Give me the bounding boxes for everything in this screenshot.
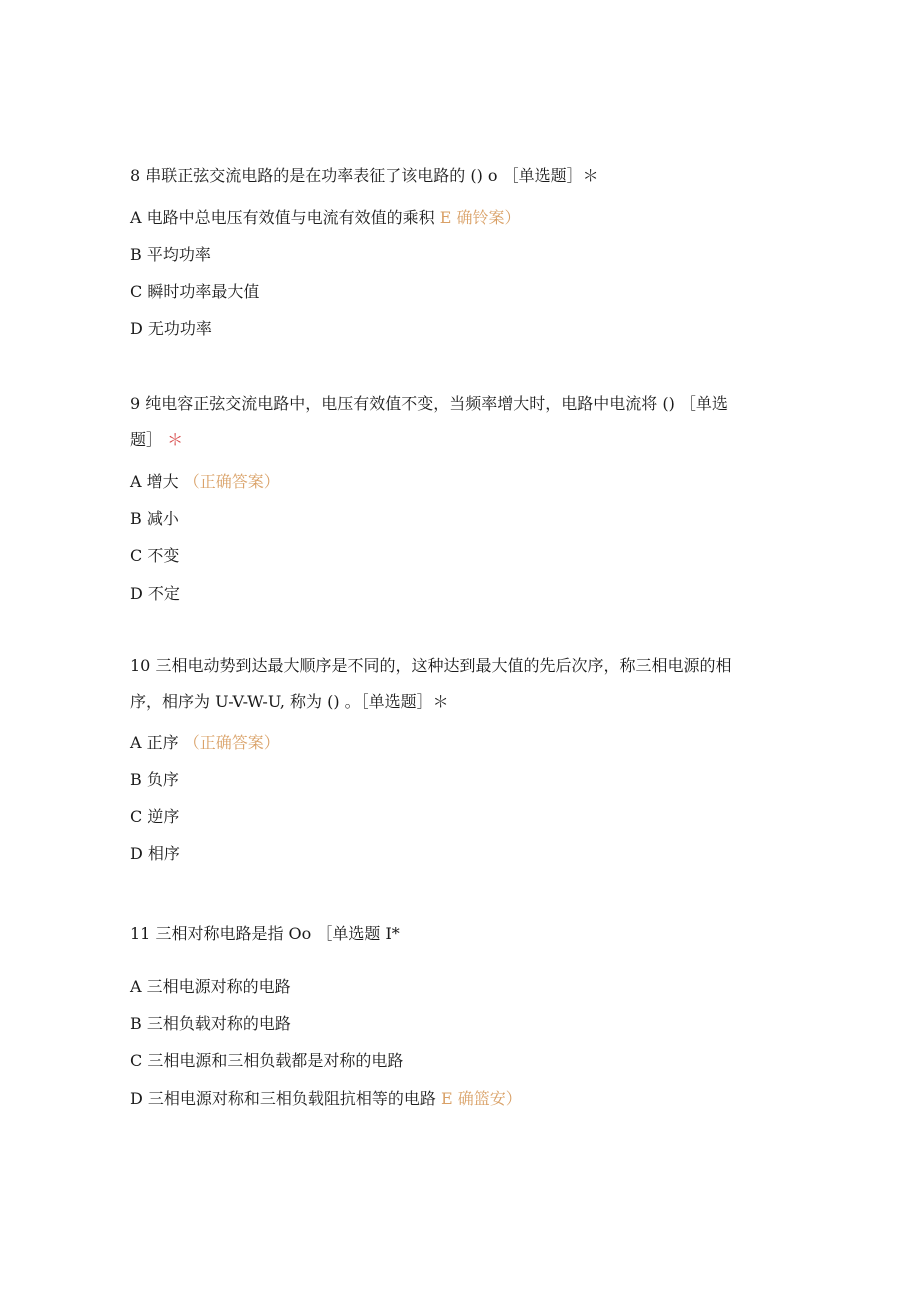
question-9-stem-text: 9 纯电容正弦交流电路中，电压有效值不变，当频率增大时，电路中电流将 () ［单选 [130,394,728,413]
option-label: D 不定 [130,584,180,603]
question-8-option-d[interactable] [130,319,212,339]
question-8-option-c[interactable] [130,282,259,302]
option-label: A 三相电源对称的电路 [130,977,291,996]
question-11-option-c[interactable] [130,1051,403,1071]
option-label: C 不变 [130,546,180,565]
correct-answer-tag: E 确铃案） [439,208,521,227]
question-10-stem-text: 10 三相电动势到达最大顺序是不同的，这种达到最大值的先后次序，称三相电源的相 [130,656,732,675]
option-label: D 相序 [130,844,180,863]
question-10-stem-text-cont: 序，相序为 U-V-W-U, 称为 () 。［单选题］＊ [130,692,449,711]
question-8-option-a[interactable] [130,208,521,228]
option-label: C 瞬时功率最大值 [130,282,260,301]
option-label: B 平均功率 [130,245,211,264]
option-label: D 三相电源对称和三相负载阻抗相等的电路 [130,1089,436,1108]
option-label: B 负序 [130,770,179,789]
question-11-option-a[interactable] [130,977,291,997]
question-11-stem-text: 11 三相对称电路是指 Oo ［单选题 I* [130,924,400,943]
question-9-option-a[interactable] [130,472,280,492]
question-10-stem-line-1 [130,656,731,676]
question-10-option-b[interactable] [130,770,179,790]
required-star: ＊ [167,430,184,449]
option-label: A 电路中总电压有效值与电流有效值的乘积 [130,208,435,227]
option-label: A 正序 [130,733,179,752]
question-10-option-a[interactable] [130,733,280,753]
question-9-option-d[interactable] [130,584,180,604]
option-label: B 减小 [130,509,179,528]
question-9-stem-line-2 [130,430,183,450]
option-label: D 无功功率 [130,319,212,338]
question-11-option-d[interactable] [130,1089,522,1109]
question-11-stem [130,924,400,944]
question-9-stem-text-cont: 题］ [130,430,163,449]
question-9-option-c[interactable] [130,546,179,566]
option-label: C 三相电源和三相负载都是对称的电路 [130,1051,404,1070]
question-11-option-b[interactable] [130,1014,291,1034]
question-9-option-b[interactable] [130,509,179,529]
question-8-option-b[interactable] [130,245,211,265]
question-10-option-d[interactable] [130,844,180,864]
question-10-stem-line-2 [130,692,449,712]
question-8-stem-text: 8 串联正弦交流电路的是在功率表征了该电路的 () o ［单选题］＊ [130,166,599,185]
correct-answer-tag: （正确答案） [183,733,280,752]
option-label: B 三相负载对称的电路 [130,1014,291,1033]
option-label: A 增大 [130,472,179,491]
question-9-stem-line-1 [130,394,728,414]
option-label: C 逆序 [130,807,180,826]
question-10-option-c[interactable] [130,807,179,827]
question-8-stem [130,166,599,186]
correct-answer-tag: E 确篮安） [441,1089,522,1108]
correct-answer-tag: （正确答案） [183,472,280,491]
